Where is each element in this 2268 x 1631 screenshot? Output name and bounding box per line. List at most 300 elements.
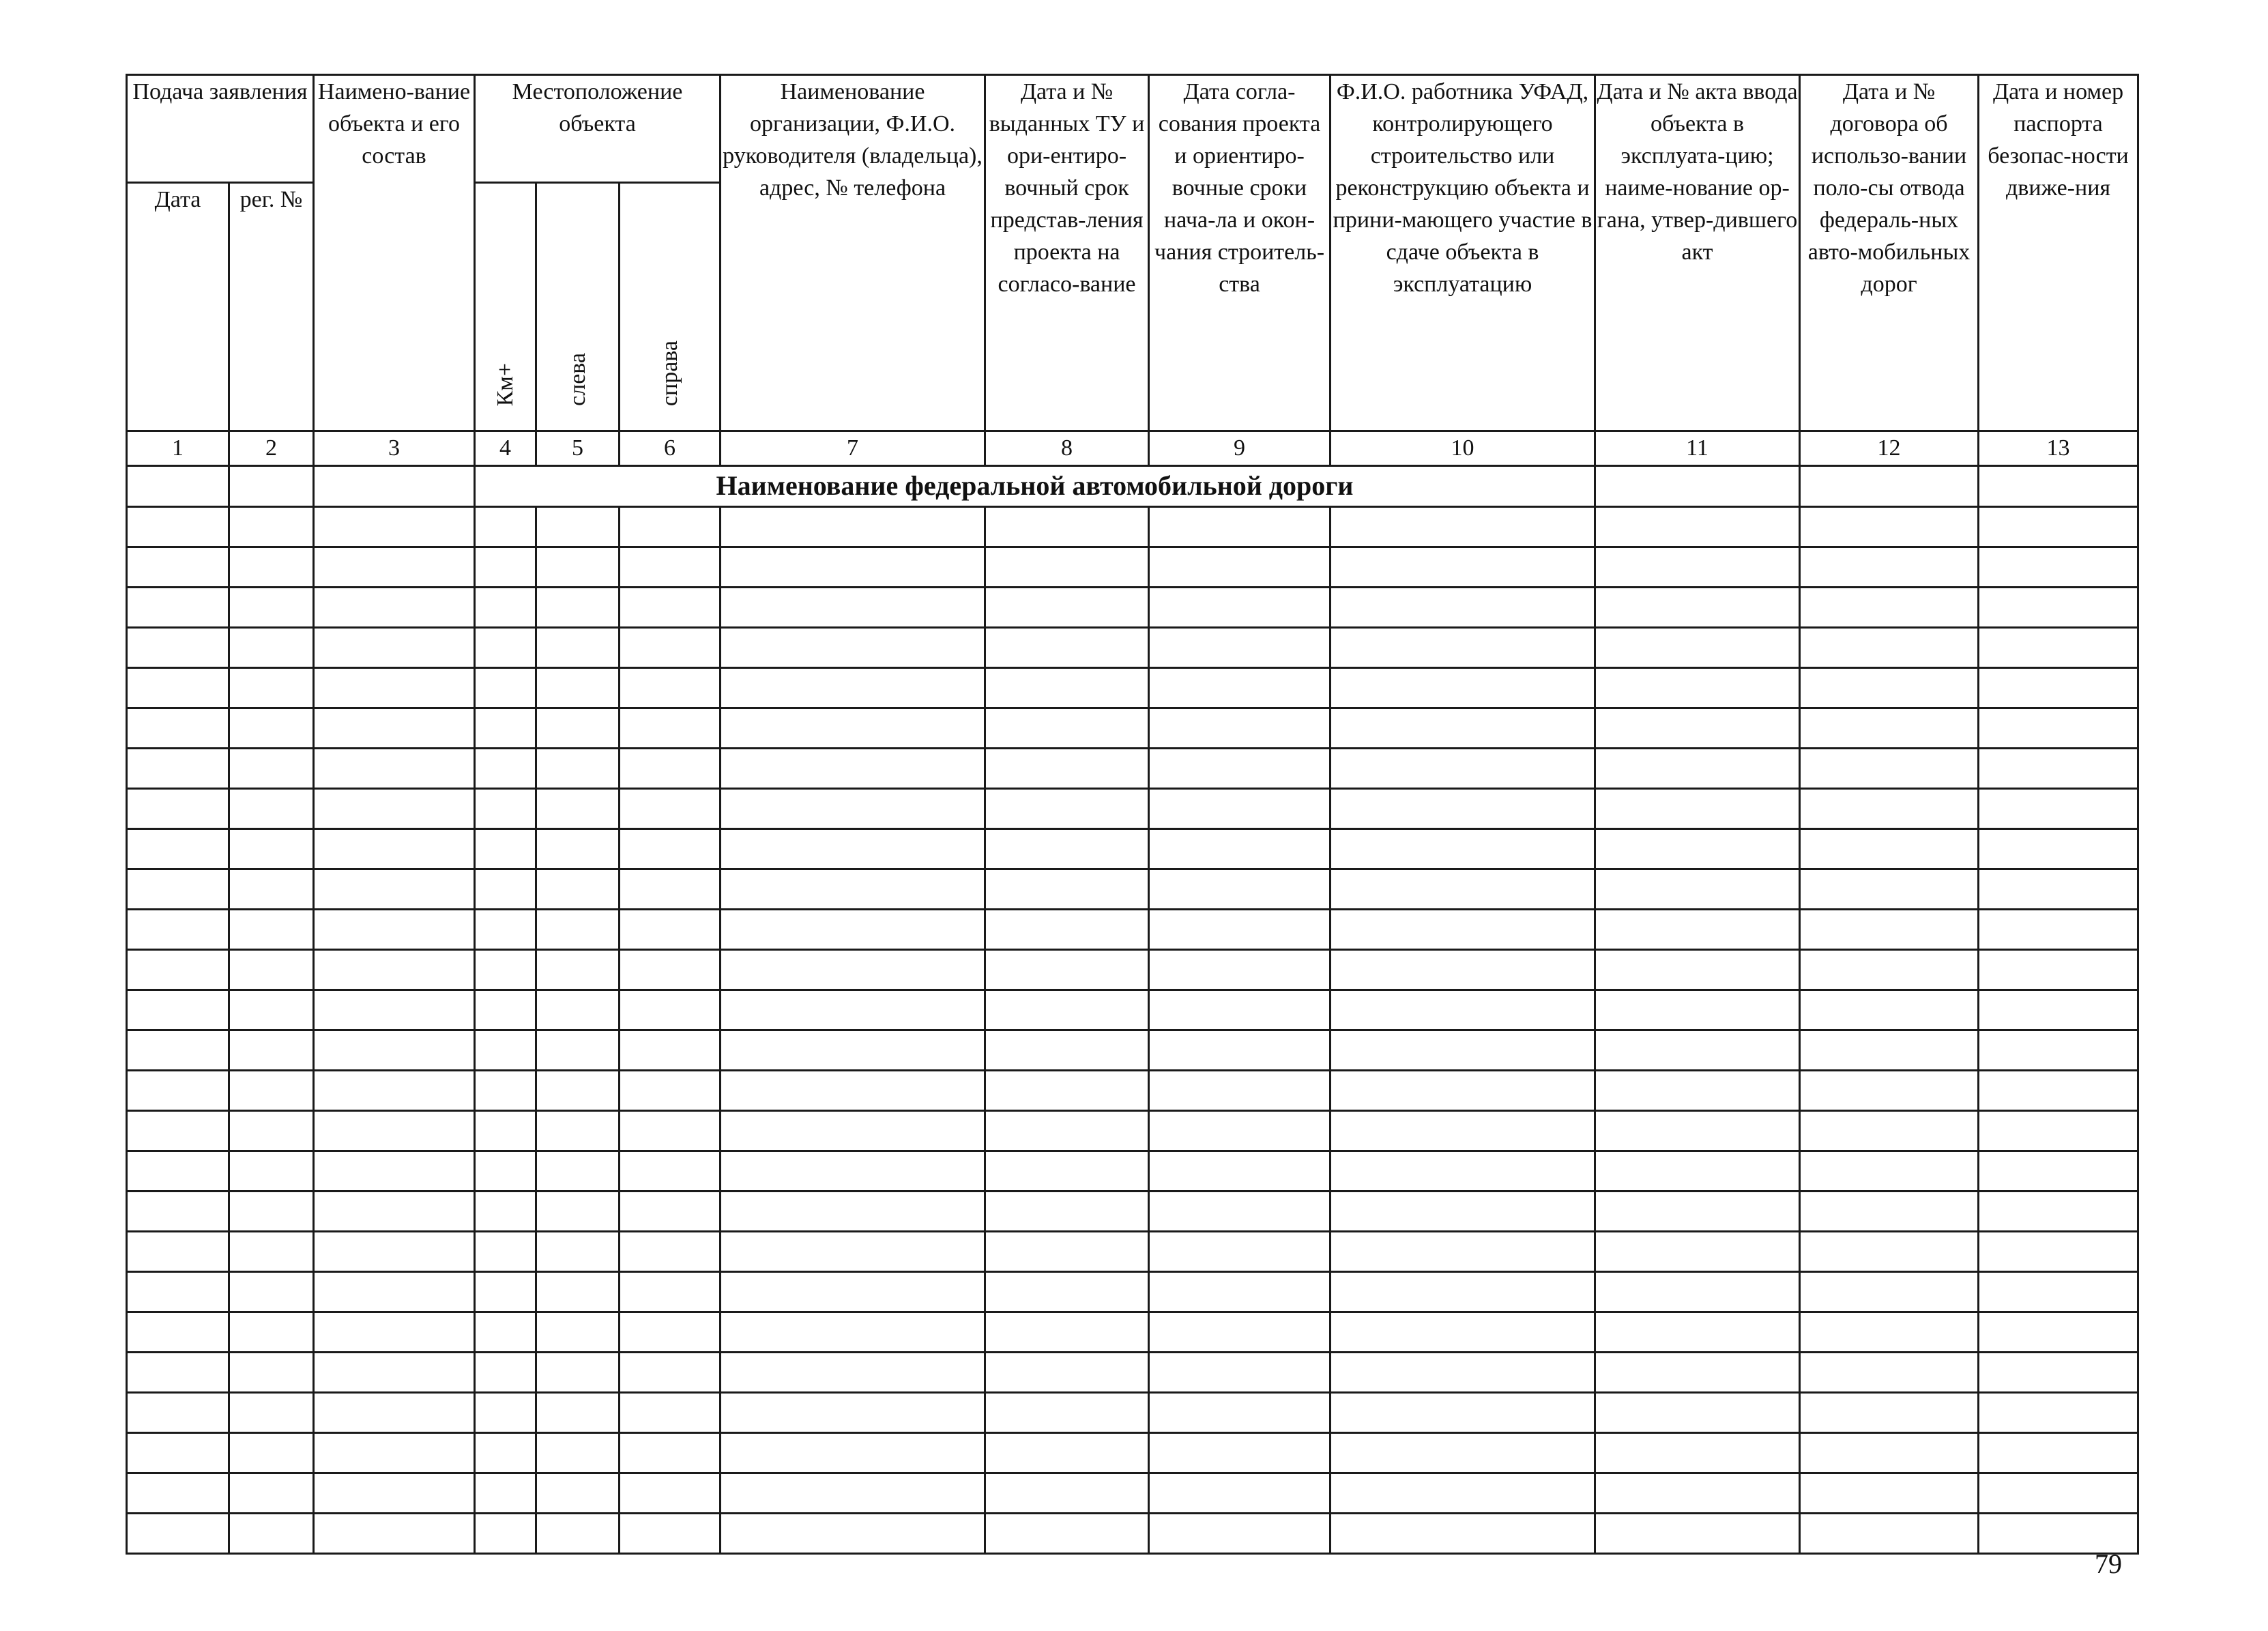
table-cell xyxy=(536,1111,620,1151)
table-cell xyxy=(1149,1473,1331,1514)
table-cell xyxy=(985,910,1149,950)
table-cell xyxy=(1331,1151,1595,1192)
table-cell xyxy=(314,869,475,910)
table-cell xyxy=(721,749,985,789)
table-cell xyxy=(1331,950,1595,990)
table-cell xyxy=(721,1272,985,1312)
table-cell xyxy=(475,1393,536,1433)
table-cell xyxy=(536,869,620,910)
column-number: 9 xyxy=(1149,431,1331,466)
table-cell xyxy=(1595,1353,1800,1393)
table-cell xyxy=(1800,1433,1979,1473)
table-row xyxy=(127,1192,2138,1232)
table-cell xyxy=(1595,749,1800,789)
table-cell xyxy=(1979,990,2138,1030)
table-row xyxy=(127,668,2138,708)
column-number: 4 xyxy=(475,431,536,466)
table-cell xyxy=(1800,1192,1979,1232)
table-cell xyxy=(475,749,536,789)
table-cell xyxy=(475,789,536,829)
table-row xyxy=(127,910,2138,950)
table-cell xyxy=(1800,789,1979,829)
table-cell xyxy=(1331,1071,1595,1111)
table-row xyxy=(127,1030,2138,1071)
table-cell xyxy=(985,829,1149,869)
table-cell xyxy=(475,1111,536,1151)
table-cell xyxy=(1800,869,1979,910)
header-object-name: Наимено-вание объекта и его состав xyxy=(314,75,475,431)
table-cell xyxy=(536,1312,620,1353)
table-cell xyxy=(721,910,985,950)
table-cell xyxy=(620,1312,721,1353)
table-cell xyxy=(1800,1111,1979,1151)
table-cell xyxy=(620,1232,721,1272)
table-row xyxy=(127,1272,2138,1312)
table-cell xyxy=(1800,628,1979,668)
table-cell xyxy=(1331,507,1595,547)
table-cell xyxy=(127,1232,229,1272)
table-cell xyxy=(127,1030,229,1071)
table-cell xyxy=(127,1393,229,1433)
table-cell xyxy=(1800,990,1979,1030)
table-row xyxy=(127,990,2138,1030)
table-cell xyxy=(475,829,536,869)
table-cell xyxy=(1979,1232,2138,1272)
table-cell xyxy=(229,547,314,588)
table-cell xyxy=(314,1473,475,1514)
table-cell xyxy=(1331,1393,1595,1433)
table-cell xyxy=(1979,1473,2138,1514)
table-cell xyxy=(721,1393,985,1433)
table-cell xyxy=(620,1111,721,1151)
table-cell xyxy=(127,628,229,668)
table-cell xyxy=(1800,1232,1979,1272)
table-cell xyxy=(536,789,620,829)
header-right xyxy=(620,183,721,431)
road-title-row xyxy=(127,466,2138,507)
table-cell xyxy=(229,869,314,910)
table-cell xyxy=(314,1071,475,1111)
table-cell xyxy=(475,1192,536,1232)
left-label: слева xyxy=(564,353,590,406)
table-cell xyxy=(1149,910,1331,950)
table-row xyxy=(127,628,2138,668)
table-cell xyxy=(475,1353,536,1393)
table-cell xyxy=(314,1111,475,1151)
column-number: 13 xyxy=(1979,431,2138,466)
table-cell xyxy=(127,1151,229,1192)
table-cell xyxy=(1595,708,1800,749)
table-cell xyxy=(1149,1071,1331,1111)
table-cell xyxy=(1149,1272,1331,1312)
table-cell xyxy=(721,1232,985,1272)
table-cell xyxy=(314,1312,475,1353)
table-cell xyxy=(1331,1030,1595,1071)
table-cell xyxy=(1149,1232,1331,1272)
table-cell xyxy=(1149,547,1331,588)
table-cell xyxy=(721,950,985,990)
table-cell xyxy=(475,1473,536,1514)
table-row xyxy=(127,1514,2138,1554)
table-cell xyxy=(721,1312,985,1353)
table-row xyxy=(127,1232,2138,1272)
table-cell xyxy=(1331,1514,1595,1554)
table-cell xyxy=(475,950,536,990)
table-cell xyxy=(314,668,475,708)
column-number: 10 xyxy=(1331,431,1595,466)
table-cell xyxy=(985,1192,1149,1232)
table-cell xyxy=(1595,1433,1800,1473)
header-tu: Дата и № выданных ТУ и ори-ентиро-вочный срок представ-ления проекта на согласо-вание xyxy=(985,75,1149,431)
table-cell xyxy=(1149,869,1331,910)
table-cell xyxy=(1979,628,2138,668)
table-cell xyxy=(536,1272,620,1312)
table-cell xyxy=(1149,507,1331,547)
table-cell xyxy=(314,708,475,749)
table-cell xyxy=(536,1030,620,1071)
table-cell xyxy=(536,1473,620,1514)
table-cell xyxy=(229,1151,314,1192)
table-cell xyxy=(721,1192,985,1232)
table-cell xyxy=(229,708,314,749)
table-cell xyxy=(1331,829,1595,869)
table-cell xyxy=(1595,1151,1800,1192)
table-cell xyxy=(229,507,314,547)
table-cell xyxy=(475,708,536,749)
table-cell xyxy=(536,749,620,789)
table-cell xyxy=(229,1353,314,1393)
table-cell xyxy=(314,910,475,950)
table-cell xyxy=(1979,910,2138,950)
table-cell xyxy=(475,1433,536,1473)
table-cell xyxy=(314,588,475,628)
table-cell xyxy=(1800,910,1979,950)
table-cell xyxy=(1149,668,1331,708)
table-cell xyxy=(1149,1111,1331,1151)
table-cell xyxy=(620,1272,721,1312)
table-cell xyxy=(1595,829,1800,869)
table-cell xyxy=(1331,1473,1595,1514)
column-number: 8 xyxy=(985,431,1149,466)
table-cell xyxy=(1979,1030,2138,1071)
table-cell xyxy=(127,1272,229,1312)
table-cell xyxy=(536,1071,620,1111)
km-label: Км+ xyxy=(492,362,518,406)
table-cell xyxy=(1149,1151,1331,1192)
header-contract: Дата и № договора об использо-вании поло-сы отвода федераль-ных авто-мобильных дорог xyxy=(1800,75,1979,431)
table-cell xyxy=(229,1312,314,1353)
table-cell xyxy=(1331,668,1595,708)
table-cell xyxy=(1979,588,2138,628)
table-cell xyxy=(620,1514,721,1554)
table-cell xyxy=(314,1353,475,1393)
table-cell xyxy=(985,588,1149,628)
table-cell xyxy=(620,708,721,749)
table-cell xyxy=(721,507,985,547)
table-cell xyxy=(1149,708,1331,749)
table-cell xyxy=(1331,910,1595,950)
table-cell xyxy=(1800,547,1979,588)
table-cell xyxy=(1331,588,1595,628)
road-title-cell xyxy=(475,466,1595,507)
table-cell xyxy=(721,1071,985,1111)
table-cell xyxy=(1595,628,1800,668)
column-number: 7 xyxy=(721,431,985,466)
table-cell xyxy=(1595,1272,1800,1312)
table-cell xyxy=(475,588,536,628)
table-cell xyxy=(620,668,721,708)
table-cell xyxy=(127,1514,229,1554)
table-cell xyxy=(536,910,620,950)
table-cell xyxy=(127,869,229,910)
table-cell xyxy=(1979,950,2138,990)
table-cell xyxy=(314,1030,475,1071)
table-cell xyxy=(536,588,620,628)
table-cell xyxy=(536,628,620,668)
table-cell xyxy=(1800,1473,1979,1514)
table-cell xyxy=(229,950,314,990)
header-act: Дата и № акта ввода объекта в эксплуата-цию; наиме-нование ор-гана, утвер-дившего акт xyxy=(1595,75,1800,431)
table-cell xyxy=(721,1353,985,1393)
table-cell xyxy=(1331,628,1595,668)
table-cell xyxy=(985,1071,1149,1111)
table-cell xyxy=(475,990,536,1030)
table-cell xyxy=(314,990,475,1030)
table-cell xyxy=(1595,1312,1800,1353)
table-cell xyxy=(475,547,536,588)
column-number: 3 xyxy=(314,431,475,466)
table-cell xyxy=(127,708,229,749)
table-cell xyxy=(985,507,1149,547)
table-cell xyxy=(721,990,985,1030)
table-cell xyxy=(620,1151,721,1192)
table-cell xyxy=(229,1232,314,1272)
table-cell xyxy=(1979,1353,2138,1393)
table-cell xyxy=(721,668,985,708)
table-cell xyxy=(1800,668,1979,708)
table-cell xyxy=(1979,507,2138,547)
table-cell xyxy=(475,1232,536,1272)
table-cell xyxy=(620,789,721,829)
table-row xyxy=(127,749,2138,789)
table-cell xyxy=(1800,507,1979,547)
table-cell xyxy=(229,829,314,869)
table-cell xyxy=(1149,1353,1331,1393)
table-cell xyxy=(620,507,721,547)
table-cell xyxy=(1800,1151,1979,1192)
table-cell xyxy=(1331,1232,1595,1272)
table-cell xyxy=(1149,789,1331,829)
table-cell xyxy=(1800,588,1979,628)
table-row xyxy=(127,1393,2138,1433)
table-cell xyxy=(229,628,314,668)
table-cell xyxy=(1149,829,1331,869)
table-cell xyxy=(127,749,229,789)
table-cell xyxy=(721,708,985,749)
column-number: 5 xyxy=(536,431,620,466)
header-submission: Подача заявления xyxy=(127,75,314,183)
table-cell xyxy=(721,588,985,628)
table-cell xyxy=(314,789,475,829)
table-cell xyxy=(229,749,314,789)
table-cell xyxy=(1595,547,1800,588)
table-cell xyxy=(721,547,985,588)
table-cell xyxy=(1800,1030,1979,1071)
table-cell xyxy=(1331,990,1595,1030)
table-cell xyxy=(985,950,1149,990)
table-cell xyxy=(314,1393,475,1433)
table-cell xyxy=(1595,1192,1800,1232)
table-cell xyxy=(536,1393,620,1433)
table-cell xyxy=(1595,1393,1800,1433)
table-cell xyxy=(1149,1030,1331,1071)
table-cell xyxy=(1595,507,1800,547)
table-cell xyxy=(127,668,229,708)
table-cell xyxy=(127,990,229,1030)
table-cell xyxy=(127,829,229,869)
table-cell xyxy=(536,1151,620,1192)
table-cell xyxy=(475,910,536,950)
table-cell xyxy=(127,1433,229,1473)
table-cell xyxy=(1149,749,1331,789)
table-cell xyxy=(1979,708,2138,749)
table-cell xyxy=(229,1433,314,1473)
table-cell xyxy=(314,1151,475,1192)
table-cell xyxy=(229,910,314,950)
table-cell xyxy=(229,1111,314,1151)
table-cell xyxy=(229,789,314,829)
header-location: Местоположение объекта xyxy=(475,75,721,183)
table-cell xyxy=(314,507,475,547)
header-km xyxy=(475,183,536,431)
table-cell xyxy=(536,507,620,547)
table-row xyxy=(127,1312,2138,1353)
table-cell xyxy=(620,990,721,1030)
column-numbers-row xyxy=(127,431,2138,466)
table-cell xyxy=(1979,1272,2138,1312)
table-cell xyxy=(1979,1192,2138,1232)
table-cell xyxy=(536,547,620,588)
table-cell xyxy=(1595,1071,1800,1111)
table-cell xyxy=(229,1272,314,1312)
table-cell xyxy=(1331,789,1595,829)
table-row xyxy=(127,1353,2138,1393)
table-cell xyxy=(620,1433,721,1473)
table-cell xyxy=(1149,950,1331,990)
table-row xyxy=(127,588,2138,628)
table-cell xyxy=(1331,1312,1595,1353)
table-cell xyxy=(1979,1071,2138,1111)
table-cell xyxy=(1595,1232,1800,1272)
table-cell xyxy=(536,668,620,708)
table-cell xyxy=(1595,950,1800,990)
table-row xyxy=(127,1473,2138,1514)
table-cell xyxy=(985,1433,1149,1473)
table-cell xyxy=(721,1433,985,1473)
table-cell xyxy=(985,1393,1149,1433)
table-row xyxy=(127,708,2138,749)
table-cell xyxy=(1595,668,1800,708)
table-cell xyxy=(127,588,229,628)
table-row xyxy=(127,789,2138,829)
header-reg-number: рег. № xyxy=(229,183,314,431)
table-cell xyxy=(620,1473,721,1514)
table-cell xyxy=(620,869,721,910)
table-cell xyxy=(1331,1433,1595,1473)
table-cell xyxy=(985,869,1149,910)
table-cell xyxy=(985,1272,1149,1312)
header-left xyxy=(536,183,620,431)
table-cell xyxy=(314,547,475,588)
table-cell xyxy=(1979,1111,2138,1151)
table-row xyxy=(127,950,2138,990)
table-cell xyxy=(229,588,314,628)
table-cell xyxy=(1979,829,2138,869)
column-number: 11 xyxy=(1595,431,1800,466)
table-cell xyxy=(1149,1312,1331,1353)
table-cell xyxy=(1149,1192,1331,1232)
table-cell xyxy=(1800,1514,1979,1554)
table-cell xyxy=(127,1312,229,1353)
table-cell xyxy=(721,1111,985,1151)
table-row xyxy=(127,507,2138,547)
table-cell xyxy=(1979,869,2138,910)
table-cell xyxy=(314,1232,475,1272)
table-cell xyxy=(721,628,985,668)
table-cell xyxy=(1800,950,1979,990)
table-cell xyxy=(985,1030,1149,1071)
table-cell xyxy=(314,1433,475,1473)
table-cell xyxy=(314,950,475,990)
table-cell xyxy=(127,1111,229,1151)
table-cell xyxy=(1979,789,2138,829)
table-cell xyxy=(985,1353,1149,1393)
table-cell xyxy=(475,628,536,668)
table-cell xyxy=(721,1151,985,1192)
table-cell xyxy=(721,789,985,829)
table-cell xyxy=(1979,1151,2138,1192)
table-cell xyxy=(314,1192,475,1232)
table-cell xyxy=(127,1192,229,1232)
table-cell xyxy=(1331,869,1595,910)
table-cell xyxy=(475,1272,536,1312)
header-approval: Дата согла-сования проекта и ориентиро-вочные сроки нача-ла и окон-чания строитель-ства xyxy=(1149,75,1331,431)
table-cell xyxy=(620,1192,721,1232)
table-cell xyxy=(1800,1393,1979,1433)
table-cell xyxy=(1149,1514,1331,1554)
table-cell xyxy=(620,950,721,990)
table-cell xyxy=(1331,1192,1595,1232)
table-cell xyxy=(229,1473,314,1514)
table-cell xyxy=(475,668,536,708)
table-cell xyxy=(314,1514,475,1554)
table-cell xyxy=(536,1232,620,1272)
table-cell xyxy=(1595,1473,1800,1514)
table-cell xyxy=(127,1071,229,1111)
table-cell xyxy=(536,1433,620,1473)
table-cell xyxy=(1595,1111,1800,1151)
table-cell xyxy=(127,507,229,547)
table-cell xyxy=(620,910,721,950)
table-cell xyxy=(1800,749,1979,789)
table-cell xyxy=(1331,547,1595,588)
header-organization: Наименование организации, Ф.И.О. руководителя (владельца), адрес, № телефона xyxy=(721,75,985,431)
table-cell xyxy=(620,1353,721,1393)
table-cell xyxy=(721,1030,985,1071)
table-cell xyxy=(475,1071,536,1111)
table-cell xyxy=(1595,588,1800,628)
table-cell xyxy=(127,910,229,950)
